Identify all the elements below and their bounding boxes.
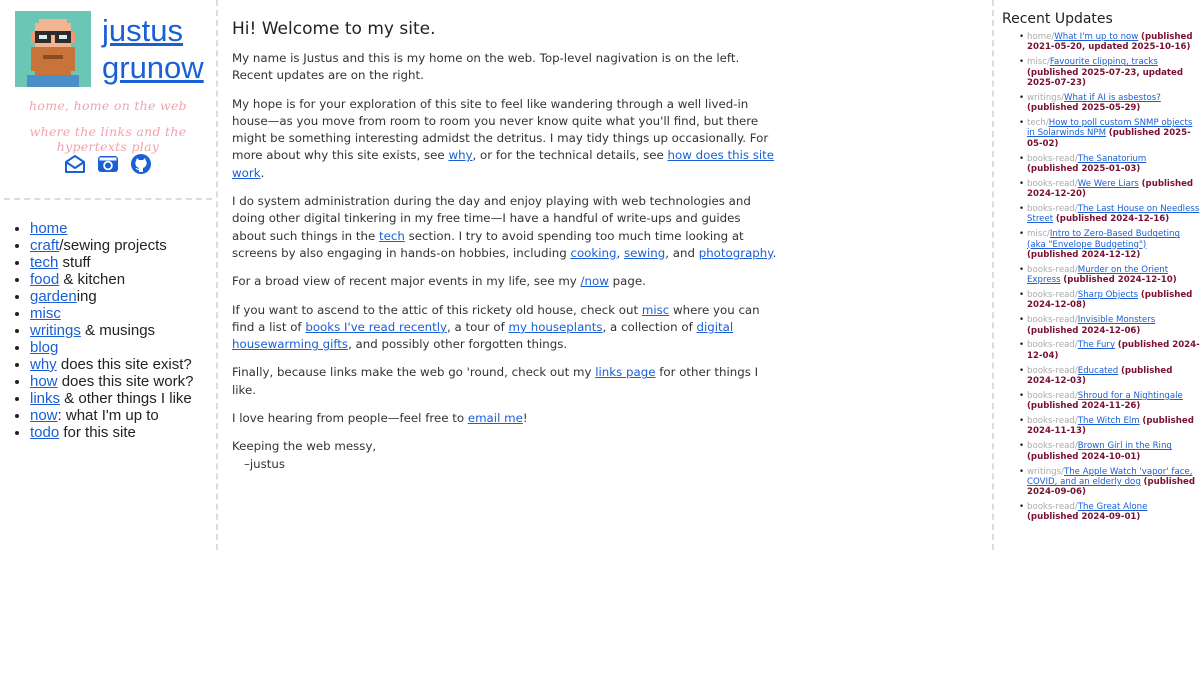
- closing-line: Keeping the web messy,: [232, 439, 377, 454]
- update-title-link[interactable]: Invisible Monsters: [1077, 315, 1156, 326]
- tagline-line2: where the links and the hypertexts play: [29, 124, 187, 154]
- update-date: (published 2024-12-06): [1027, 325, 1141, 336]
- nav-item-text: & musings: [80, 322, 156, 339]
- intro-paragraph: My name is Justus and this is my home on the web. Top-level nagivation is on the left. Recent updates are on the right.: [232, 51, 740, 83]
- hope-paragraph: My hope is for your exploration of this site to feel like wandering through a well lived-in house—as you move from room to room you never know quite what you'll find, but there might be something interesting admidst the detritus. I may tidy things up occasionally. For more about why this site exists, see why, or for the technical details, see how does this site work.: [232, 96, 775, 180]
- update-category: books-read/: [1027, 441, 1078, 452]
- nav-item-text: for this site: [59, 424, 136, 441]
- nav-link-craft[interactable]: craft: [30, 237, 60, 254]
- nav-link-misc[interactable]: misc: [30, 305, 61, 322]
- update-category: misc/: [1027, 229, 1050, 240]
- update-item: [1027, 340, 1200, 361]
- nav-item-blog: [30, 339, 193, 356]
- update-date: (published 2024-12-03): [1027, 365, 1173, 386]
- email-icon[interactable]: [64, 153, 86, 175]
- update-item: [1027, 502, 1200, 523]
- nav-link-blog[interactable]: blog: [30, 339, 59, 356]
- nav-link-why[interactable]: why: [30, 356, 57, 373]
- nav-item-text: & kitchen: [59, 271, 126, 288]
- houseplants-link[interactable]: my houseplants: [508, 319, 603, 334]
- site-name: [102, 12, 204, 86]
- sewing-link[interactable]: sewing: [623, 245, 666, 260]
- why-link[interactable]: why: [448, 148, 473, 163]
- update-title-link[interactable]: We Were Liars: [1077, 178, 1139, 189]
- recent-updates-panel: [992, 0, 1200, 550]
- books-read-link[interactable]: books I've read recently: [305, 319, 447, 334]
- update-date: (published 2025-07-23, updated 2025-07-23): [1027, 67, 1183, 88]
- update-title-link[interactable]: Brown Girl in the Ring: [1077, 441, 1172, 452]
- nav-item-text: & other things I like: [60, 390, 192, 407]
- update-title-link[interactable]: The Fury: [1077, 340, 1116, 351]
- signature: –justus: [244, 456, 286, 471]
- nav-item-misc: [30, 305, 193, 322]
- update-date: (published 2024-09-01): [1027, 512, 1141, 523]
- update-title-link[interactable]: Murder on the Orient Express: [1027, 264, 1169, 286]
- update-item: [1027, 93, 1200, 114]
- update-date: (published 2025-05-29): [1027, 103, 1141, 114]
- update-date: (published 2024-10-01): [1027, 451, 1141, 462]
- main-navigation: [30, 220, 193, 441]
- update-category: books-read/: [1027, 365, 1078, 376]
- nav-link-links[interactable]: links: [30, 390, 61, 407]
- avatar[interactable]: [15, 11, 91, 87]
- now-paragraph: For a broad view of recent major events in my life, see my /now page.: [232, 274, 646, 289]
- update-category: books-read/: [1027, 204, 1078, 214]
- update-category: books-read/: [1027, 340, 1078, 351]
- update-item: [1027, 179, 1200, 200]
- main-content: [232, 18, 777, 473]
- nav-item-text: stuff: [58, 254, 91, 271]
- update-title-link[interactable]: Shroud for a Nightingale: [1077, 390, 1183, 401]
- nav-item-why: [30, 356, 193, 373]
- work-paragraph: I do system administration during the day and enjoy playing with web technologies and doing other digital tinkering in my free time—I have a handful of write-ups and guides about such things in the tech section. I try to avoid spending too much time looking at screens by also engaging in hands-on hobbies, including cooking, sewing, and photography.: [232, 194, 777, 260]
- nav-item-text: does this site work?: [57, 373, 194, 390]
- nav-item-tech: [30, 254, 193, 271]
- now-link[interactable]: /now: [580, 274, 609, 289]
- sidebar-divider: [4, 198, 212, 200]
- update-item: [1027, 391, 1200, 412]
- links-page-link[interactable]: links page: [595, 365, 656, 380]
- update-title-link[interactable]: The Great Alone: [1077, 502, 1148, 513]
- nav-item-todo: [30, 424, 193, 441]
- camera-icon[interactable]: [97, 153, 119, 175]
- how-site-works-link[interactable]: how does this site work: [232, 148, 775, 180]
- update-title-link[interactable]: Favourite clipping, tracks: [1049, 57, 1158, 68]
- nav-item-now: [30, 407, 193, 424]
- update-date: (published 2025-01-03): [1027, 163, 1141, 174]
- nav-item-text: does this site exist?: [56, 356, 192, 373]
- housewarming-gifts-link[interactable]: digital housewarming gifts: [232, 319, 734, 352]
- update-item: [1027, 290, 1200, 311]
- cooking-link[interactable]: cooking: [570, 245, 617, 260]
- update-title-link[interactable]: How to poll custom SNMP objects in Solarwinds NPM: [1027, 118, 1193, 139]
- update-title-link[interactable]: The Apple Watch 'vapor' face, COVID, and an elderly dog: [1027, 466, 1193, 487]
- nav-item-how: [30, 373, 193, 390]
- links-paragraph: Finally, because links make the web go 'round, check out my links page for other things I like.: [232, 365, 759, 397]
- update-item: [1027, 57, 1200, 88]
- update-item: [1027, 229, 1200, 260]
- photography-link[interactable]: photography: [698, 245, 773, 260]
- update-date: (published 2024-09-06): [1027, 476, 1195, 498]
- update-title-link[interactable]: The Sanatorium: [1077, 153, 1147, 164]
- update-category: writings/: [1027, 92, 1064, 103]
- update-item: [1027, 366, 1200, 387]
- email-me-link[interactable]: email me: [467, 411, 523, 426]
- update-category: books-read/: [1027, 290, 1078, 300]
- update-category: books-read/: [1027, 416, 1078, 427]
- update-date: (published 2024-11-13): [1027, 416, 1194, 437]
- nav-link-writings[interactable]: writings: [30, 322, 81, 339]
- site-name-line2-link[interactable]: grunow: [102, 50, 204, 85]
- update-category: books-read/: [1027, 390, 1078, 401]
- update-date: (published 2024-12-08): [1027, 290, 1193, 311]
- nav-link-tech[interactable]: tech: [30, 254, 59, 271]
- update-date: (published 2025-05-02): [1027, 128, 1191, 149]
- update-item: [1027, 154, 1200, 175]
- update-title-link[interactable]: Educated: [1077, 365, 1119, 376]
- nav-item-craft: [30, 237, 193, 254]
- update-title-link[interactable]: What I'm up to now: [1054, 32, 1139, 42]
- tech-link[interactable]: tech: [378, 228, 405, 243]
- recent-updates-heading: Recent Updates: [1002, 11, 1113, 27]
- left-sidebar: [0, 0, 218, 550]
- update-category: books-read/: [1027, 315, 1078, 326]
- social-links: [64, 153, 152, 175]
- nav-item-text: : what I'm up to: [57, 407, 159, 424]
- recent-updates-list: [1002, 32, 1200, 523]
- nav-item-gardening: [30, 288, 193, 305]
- update-item: [1027, 204, 1200, 225]
- update-item: [1027, 467, 1200, 498]
- update-item: [1027, 441, 1200, 462]
- misc-link[interactable]: misc: [641, 302, 670, 317]
- site-name-line1-link[interactable]: justus: [102, 13, 183, 48]
- update-category: tech/: [1027, 118, 1049, 128]
- github-icon[interactable]: [130, 153, 152, 175]
- update-title-link[interactable]: What if AI is asbestos?: [1063, 92, 1161, 103]
- update-category: books-read/: [1027, 153, 1078, 164]
- nav-link-how[interactable]: how: [30, 373, 58, 390]
- update-date: (published 2021-05-20, updated 2025-10-16): [1027, 32, 1193, 53]
- nav-item-text: /sewing projects: [59, 237, 167, 254]
- update-item: [1027, 32, 1200, 53]
- nav-item-food: [30, 271, 193, 288]
- update-title-link[interactable]: The Last House on Needless Street: [1027, 204, 1200, 225]
- update-category: home/: [1027, 32, 1055, 42]
- update-category: books-read/: [1027, 178, 1078, 189]
- nav-item-links: [30, 390, 193, 407]
- update-date: (published 2024-11-26): [1027, 401, 1141, 412]
- update-date: (published 2024-12-04): [1027, 340, 1200, 361]
- nav-item-writings: [30, 322, 193, 339]
- update-item: [1027, 315, 1200, 336]
- update-category: misc/: [1027, 57, 1050, 68]
- update-title-link[interactable]: Intro to Zero-Based Budgeting (aka "Envelope Budgeting"): [1027, 229, 1180, 250]
- nav-link-todo[interactable]: todo: [30, 424, 60, 441]
- update-category: books-read/: [1027, 264, 1078, 275]
- nav-link-now[interactable]: now: [30, 407, 58, 424]
- nav-link-gardening[interactable]: garden: [30, 288, 77, 305]
- tagline-line1: home, home on the web: [29, 98, 187, 113]
- update-category: books-read/: [1027, 502, 1078, 513]
- attic-paragraph: If you want to ascend to the attic of this rickety old house, check out misc where you can find a list of books I've read recently, a tour of my houseplants, a collection of digital housewarming gifts, and possibly other forgotten things.: [232, 302, 760, 352]
- nav-link-home[interactable]: home: [30, 220, 68, 237]
- update-item: [1027, 118, 1200, 149]
- update-item: [1027, 416, 1200, 437]
- update-date: (published 2024-12-12): [1027, 249, 1141, 260]
- page-title: Hi! Welcome to my site.: [232, 19, 436, 39]
- nav-link-food[interactable]: food: [30, 271, 60, 288]
- update-title-link[interactable]: Sharp Objects: [1077, 290, 1139, 300]
- update-date: (published 2024-12-16): [1055, 214, 1170, 225]
- update-title-link[interactable]: The Witch Elm: [1077, 416, 1140, 427]
- contact-paragraph: I love hearing from people—feel free to email me!: [232, 411, 528, 426]
- nav-item-home: [30, 220, 193, 237]
- nav-item-text: ing: [76, 288, 97, 305]
- update-category: writings/: [1027, 466, 1064, 477]
- update-date: (published 2024-12-20): [1027, 178, 1194, 200]
- update-item: [1027, 265, 1200, 286]
- update-date: (published 2024-12-10): [1063, 275, 1177, 286]
